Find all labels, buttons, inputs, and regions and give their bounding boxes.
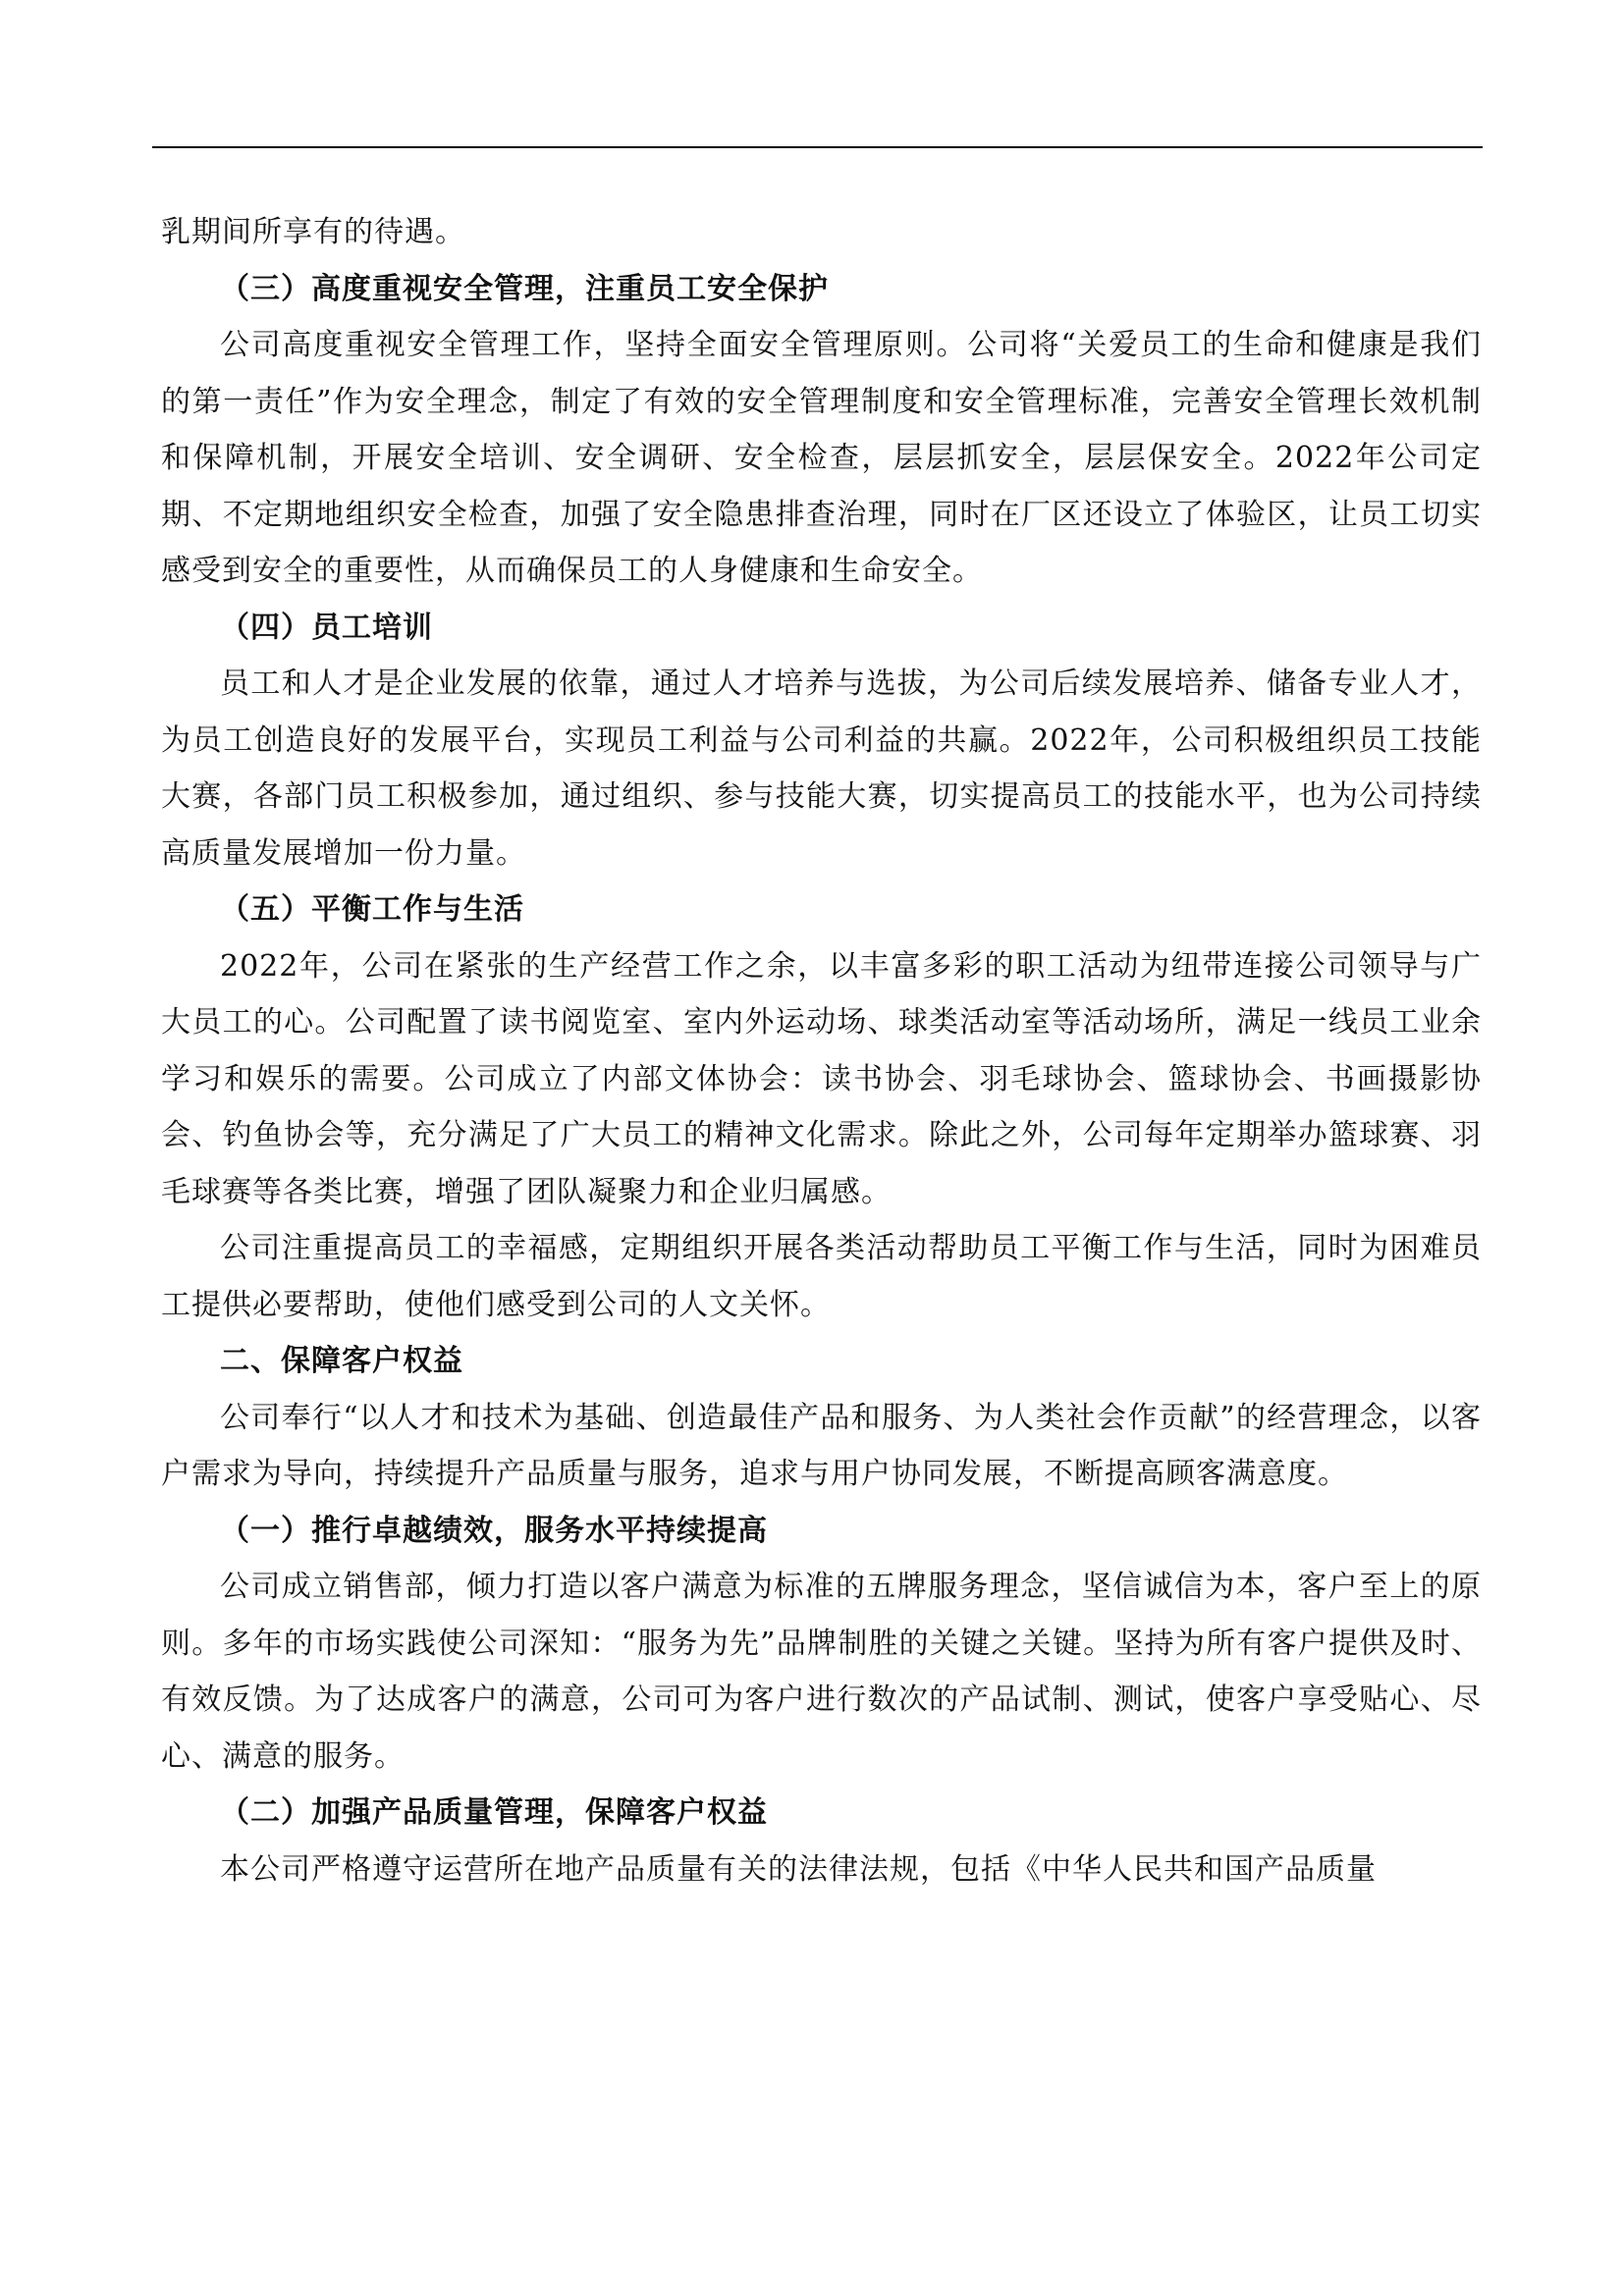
paragraph-work-life-activities: 2022年，公司在紧张的生产经营工作之余，以丰富多彩的职工活动为纽带连接公司领导与广大员工的心。公司配置了读书阅览室、室内外运动场、球类活动室等活动场所，满足一线员工业余学习和娱乐的需要。公司成立了内部文体协会：读书协会、羽毛球协会、篮球协会、书画摄影协会、钓鱼协会等，充分满足了广大员工的精神文化需求。除此之外，公司每年定期举办篮球赛、羽毛球赛等各类比赛，增强了团队凝聚力和企业归属感。 (161, 948, 1482, 1209)
section-heading-safety: （三）高度重视安全管理，注重员工安全保护 (220, 271, 829, 306)
section-heading-work-life: （五）平衡工作与生活 (220, 892, 524, 927)
section-heading-customer-rights: 二、保障客户权益 (220, 1344, 463, 1378)
paragraph-safety: 公司高度重视安全管理工作，坚持全面安全管理原则。公司将“关爱员工的生命和健康是我们的第一责任”作为安全理念，制定了有效的安全管理制度和安全管理标准，完善安全管理长效机制和保障机制，开展安全培训、安全调研、安全检查，层层抓安全，层层保安全。2022年公司定期、不定期地组织安全检查，加强了安全隐患排查治理，同时在厂区还设立了体验区，让员工切实感受到安全的重要性，从而确保员工的人身健康和生命安全。 (161, 328, 1482, 588)
header-rule (152, 146, 1483, 148)
paragraph-service: 公司成立销售部，倾力打造以客户满意为标准的五牌服务理念，坚信诚信为本，客户至上的原则。多年的市场实践使公司深知：“服务为先”品牌制胜的关键之关键。坚持为所有客户提供及时、有效反馈。为了达成客户的满意，公司可为客户进行数次的产品试制、测试，使客户享受贴心、尽心、满意的服务。 (161, 1570, 1482, 1774)
paragraph-training: 员工和人才是企业发展的依靠，通过人才培养与选拔，为公司后续发展培养、储备专业人才，为员工创造良好的发展平台，实现员工利益与公司利益的共赢。2022年，公司积极组织员工技能大赛，各部门员工积极参加，通过组织、参与技能大赛，切实提高员工的技能水平，也为公司持续高质量发展增加一份力量。 (161, 667, 1482, 871)
paragraph-customer-philosophy: 公司奉行“以人才和技术为基础、创造最佳产品和服务、为人类社会作贡献”的经营理念，以客户需求为导向，持续提升产品质量与服务，追求与用户协同发展，不断提高顾客满意度。 (161, 1400, 1482, 1491)
section-heading-excellence: （一）推行卓越绩效，服务水平持续提高 (220, 1513, 768, 1548)
document-body (161, 204, 1482, 1897)
paragraph-quality: 本公司严格遵守运营所在地产品质量有关的法律法规，包括《中华人民共和国产品质量 (220, 1851, 1377, 1887)
paragraph-work-life-care: 公司注重提高员工的幸福感，定期组织开展各类活动帮助员工平衡工作与生活，同时为困难员工提供必要帮助，使他们感受到公司的人文关怀。 (161, 1231, 1482, 1322)
paragraph-continued: 乳期间所享有的待遇。 (161, 215, 465, 249)
section-heading-training: （四）员工培训 (220, 610, 433, 645)
section-heading-quality: （二）加强产品质量管理，保障客户权益 (220, 1795, 768, 1830)
